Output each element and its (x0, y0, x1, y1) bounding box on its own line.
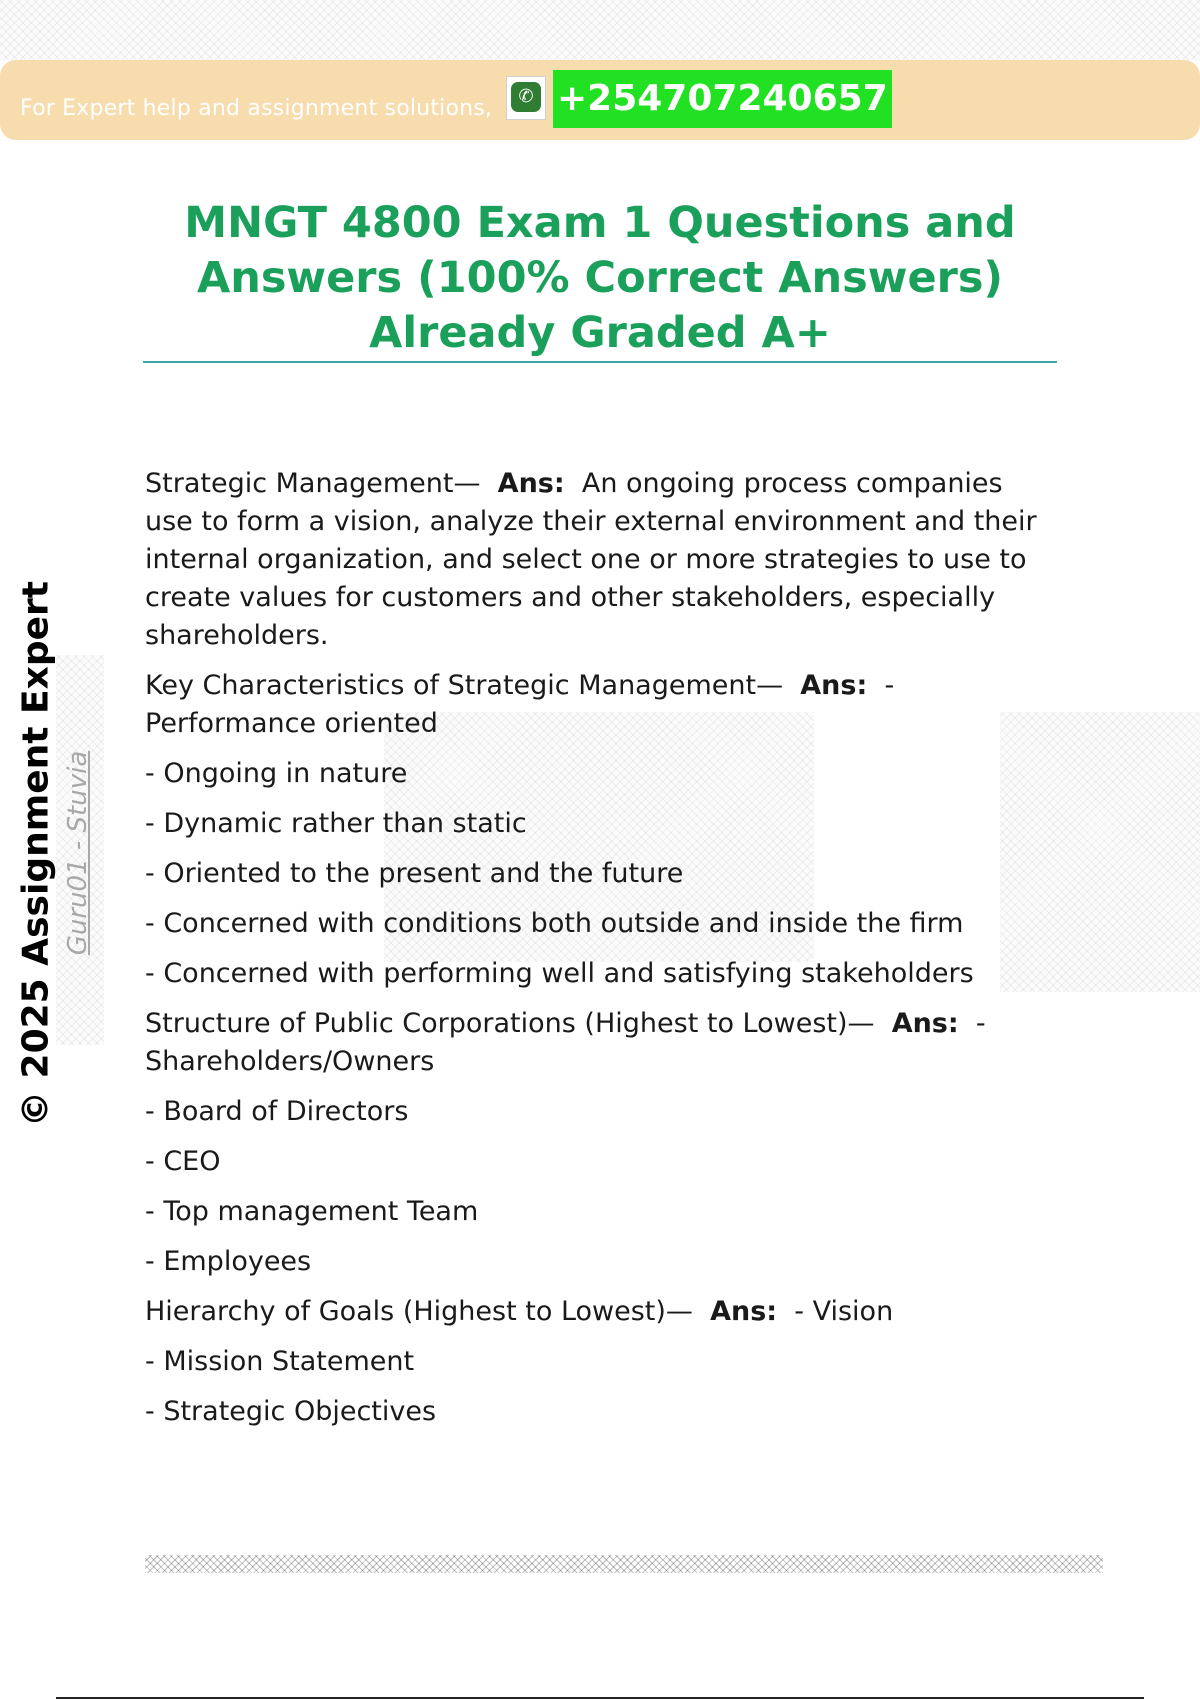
question-term: Key Characteristics of Strategic Management— (145, 670, 784, 701)
answer-line: - Strategic Objectives (145, 1396, 437, 1427)
footer-pattern (145, 1555, 1103, 1573)
qa-item (145, 1005, 1045, 1081)
answer-label: Ans: (800, 670, 868, 701)
answer-line: - Ongoing in nature (145, 758, 408, 789)
header-pattern (0, 0, 1200, 60)
answer-line: - Concerned with conditions both outside and inside the firm (145, 908, 964, 939)
whatsapp-icon[interactable]: ✆ (506, 76, 546, 120)
answer-text: - Vision (794, 1296, 894, 1327)
answer-line: - Board of Directors (145, 1096, 409, 1127)
answer-text: An ongoing process companies use to form a vision, analyze their external environment and their internal organization, and select one or more strategies to use to create values for customers and other stakeholders, especially shareholders. (145, 468, 1037, 651)
answer-line: - Concerned with performing well and satisfying stakeholders (145, 958, 974, 989)
promo-text: For Expert help and assignment solutions, (20, 96, 493, 121)
footer-rule (56, 1697, 1144, 1699)
copyright-vertical-text: © 2025 Assignment Expert (15, 581, 57, 1127)
answer-line: - Dynamic rather than static (145, 808, 527, 839)
qa-item (145, 465, 1045, 655)
answer-label: Ans: (891, 1008, 959, 1039)
answer-line: - CEO (145, 1146, 221, 1177)
answer-label: Ans: (497, 468, 565, 499)
answer-line: - Mission Statement (145, 1346, 415, 1377)
qa-content (145, 465, 1045, 1443)
document-title: MNGT 4800 Exam 1 Questions and Answers (100% Correct Answers) Already Graded A+ (184, 198, 1016, 358)
answer-line: - Employees (145, 1246, 312, 1277)
answer-line: - Top management Team (145, 1196, 479, 1227)
question-term: Structure of Public Corporations (Highest to Lowest)— (145, 1008, 875, 1039)
phone-number-link[interactable]: +254707240657 (553, 70, 892, 128)
title-underline (143, 361, 1057, 363)
question-term: Hierarchy of Goals (Highest to Lowest)— (145, 1296, 693, 1327)
answer-text: - Shareholders/Owners (145, 1008, 986, 1077)
watermark-vertical-text: Guru01 - Stuvia (63, 750, 93, 956)
answer-line: - Oriented to the present and the future (145, 858, 684, 889)
answer-label: Ans: (710, 1296, 778, 1327)
qa-item (145, 667, 1045, 743)
qa-item (145, 1293, 1045, 1331)
answer-text: - Performance oriented (145, 670, 895, 739)
question-term: Strategic Management— (145, 468, 481, 499)
